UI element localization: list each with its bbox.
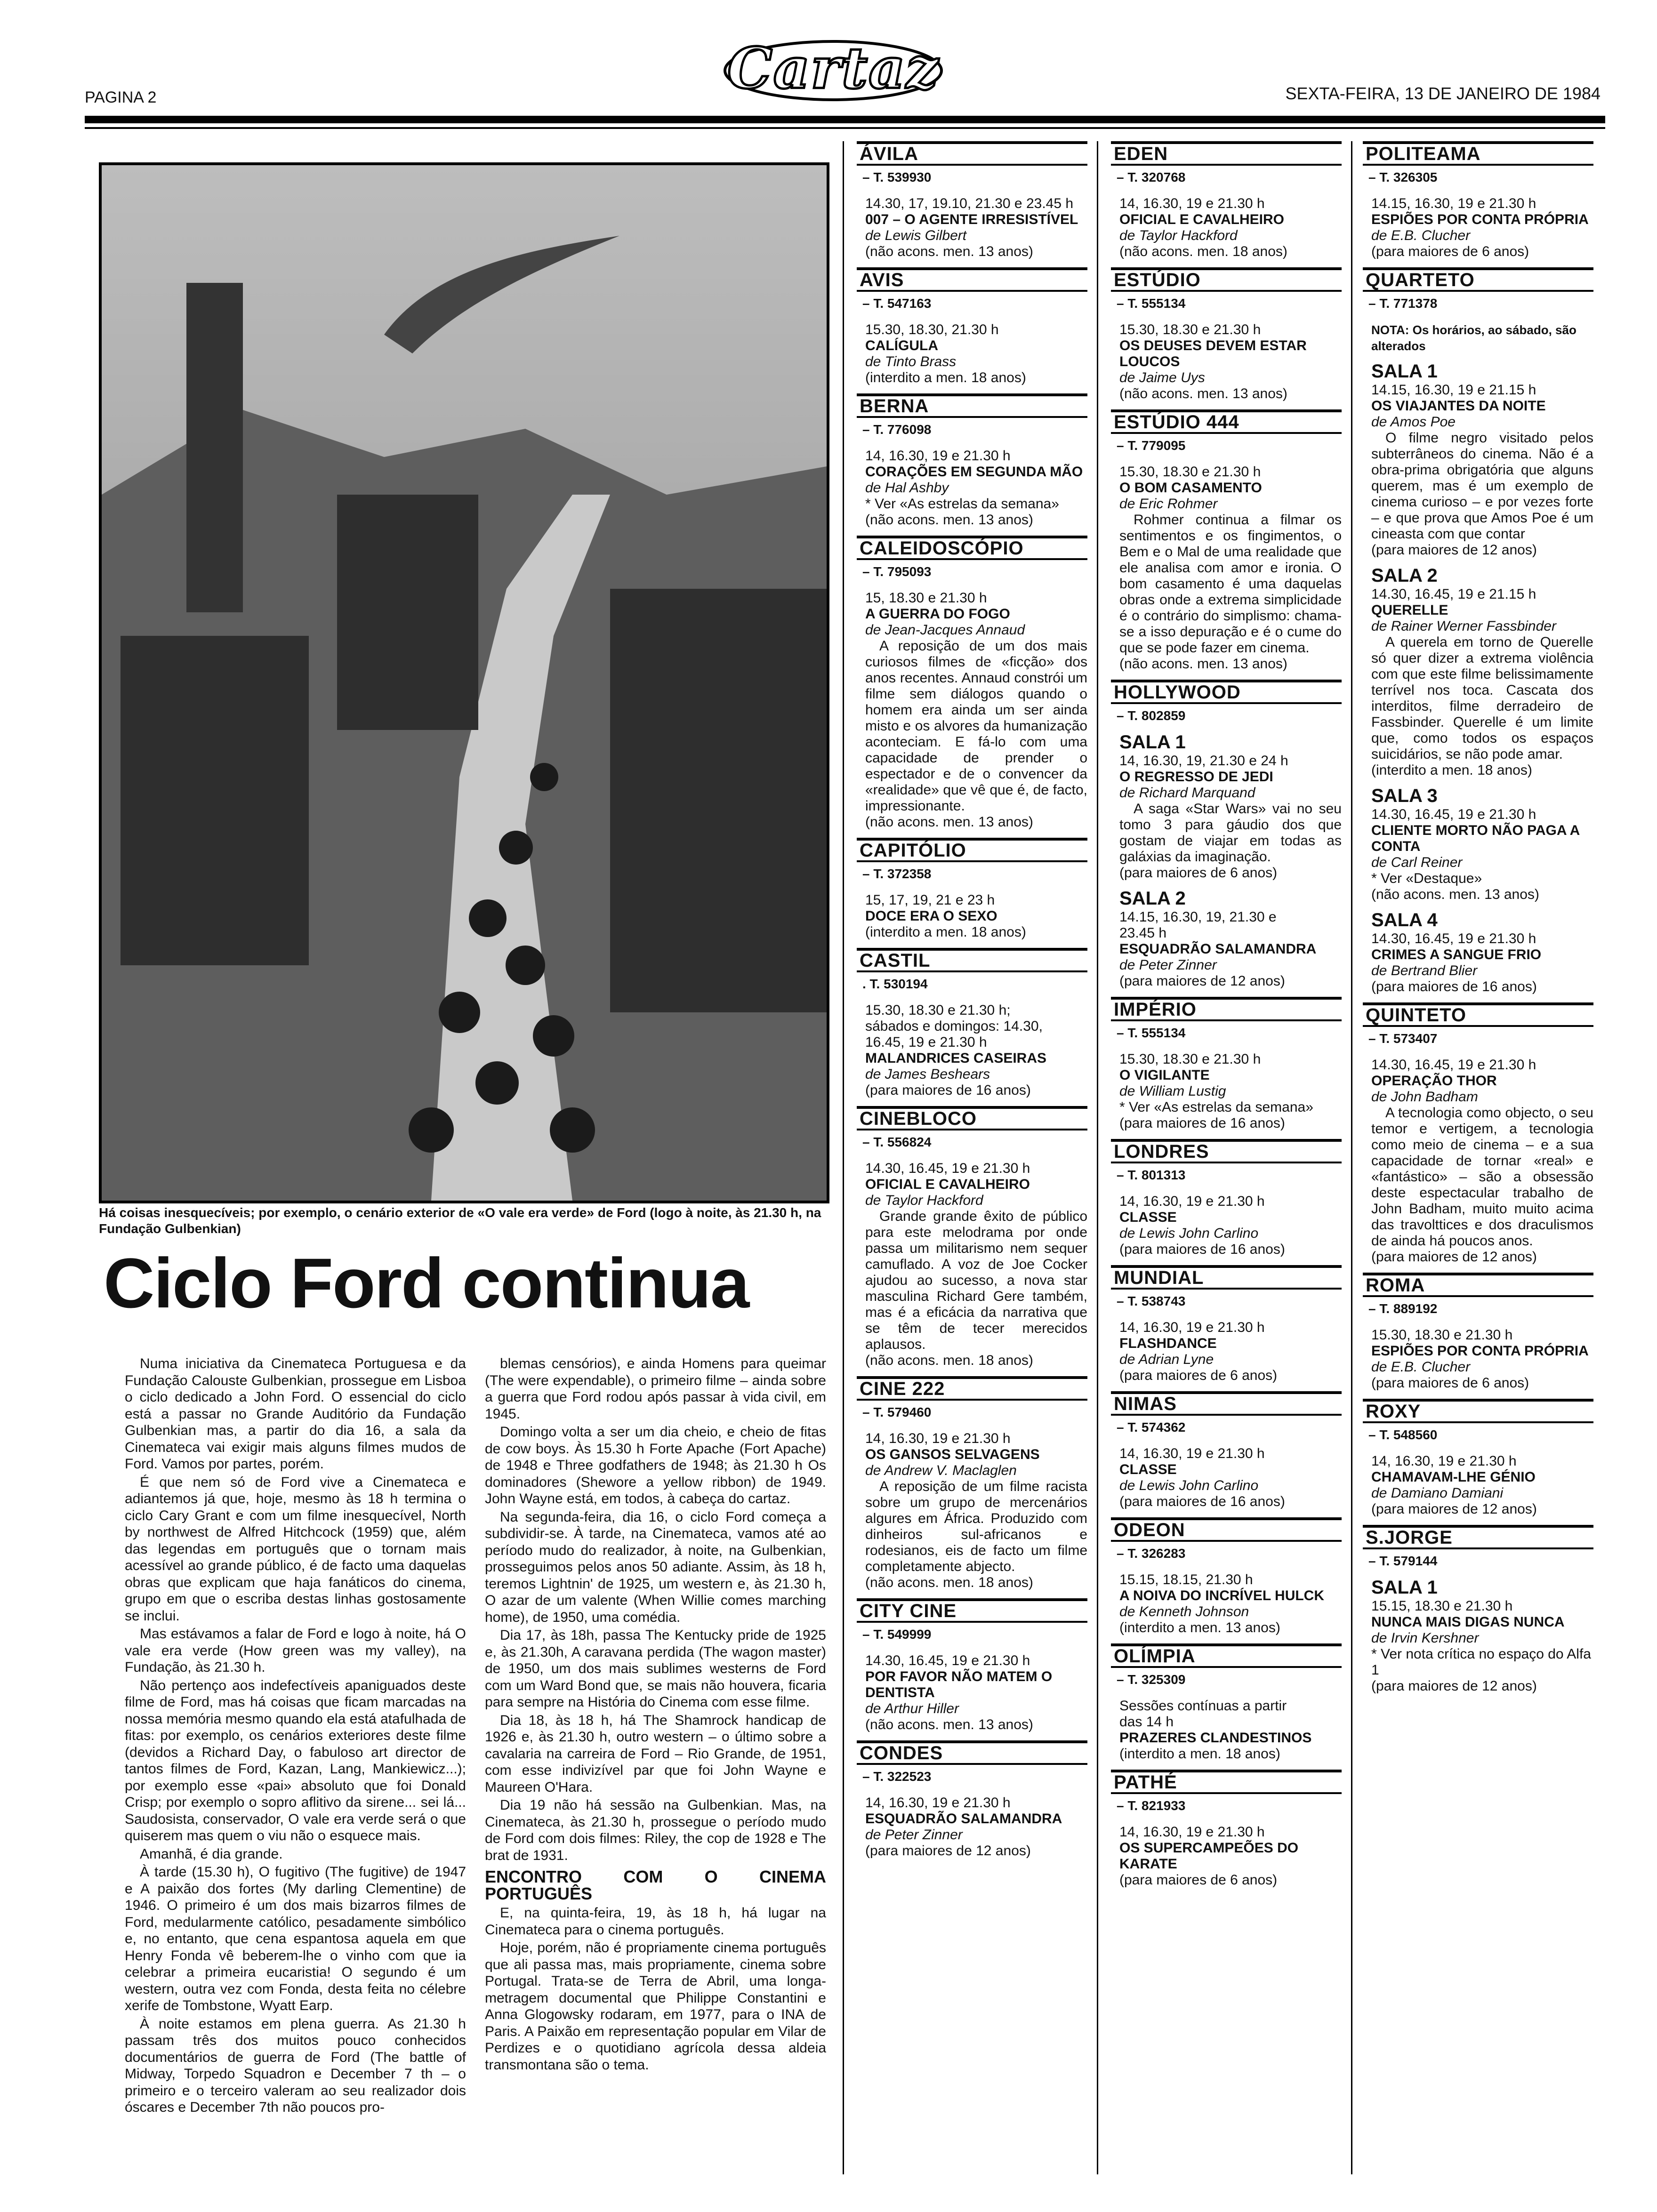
showtimes: 15, 17, 19, 21 e 23 h	[865, 892, 995, 908]
cinema-name: POLITEAMA	[1363, 141, 1593, 166]
film-title: OS SUPERCAMPEÕES DO KARATE	[1119, 1840, 1299, 1872]
film-title: OS DEUSES DEVEM ESTAR LOUCOS	[1119, 338, 1307, 369]
film-title: ESPIÕES POR CONTA PRÓPRIA	[1371, 212, 1589, 227]
column-divider	[1097, 141, 1098, 2174]
cinema-phone: – T. 549999	[862, 1627, 932, 1642]
film-rating: (para maiores de 6 anos)	[1119, 865, 1278, 881]
cinema-name: AVIS	[857, 267, 1087, 292]
column-divider	[1351, 141, 1352, 2174]
film-title: OPERAÇÃO THOR	[1371, 1073, 1497, 1089]
film-title: MALANDRICES CASEIRAS	[865, 1050, 1047, 1066]
cinema-listings-column-2	[1111, 141, 1342, 1896]
showtimes: 15.30, 18.30 e 21.30 h	[1371, 1327, 1513, 1343]
screen-label: SALA 1	[1119, 732, 1186, 753]
cinema-phone: . T. 530194	[862, 977, 928, 991]
film-title: ESQUADRÃO SALAMANDRA	[865, 1811, 1062, 1827]
film-rating: (para maiores de 6 anos)	[1119, 1872, 1278, 1888]
cinema-name: QUARTETO	[1363, 267, 1593, 292]
film-title: A NOIVA DO INCRÍVEL HULCK	[1119, 1588, 1325, 1603]
film-rating: (interdito a men. 18 anos)	[865, 370, 1026, 385]
showtimes: 14.30, 16.45, 19 e 21.30 h	[1371, 1057, 1536, 1073]
film-director: de Lewis Gilbert	[865, 228, 967, 243]
film-rating: (interdito a men. 18 anos)	[1119, 1746, 1280, 1762]
cinema-listings-column-1	[857, 141, 1087, 1867]
film-review-text: O filme negro visitado pelos subterrâneos do cinema. Não é a obra-prima obrigatória que alguns querem, mas é um exemplo de cinema curioso – e por vezes forte – e que prova que Amos Poe é um cineasta com que contar	[1371, 430, 1593, 542]
film-rating: (para maiores de 6 anos)	[1119, 1368, 1278, 1383]
showtimes: 14, 16.30, 19 e 21.30 h	[865, 1795, 1011, 1811]
film-review	[1371, 430, 1593, 542]
film-director: de John Badham	[1371, 1089, 1478, 1105]
showtimes: 15, 18.30 e 21.30 h	[865, 590, 987, 606]
showtimes: 14, 16.30, 19 e 21.30 h	[1371, 1453, 1517, 1469]
film-director: de Irvin Kershner	[1371, 1630, 1479, 1646]
film-rating: (não acons. men. 18 anos)	[865, 1575, 1033, 1590]
cinema-entry	[1111, 1139, 1342, 1258]
cinema-phone: – T. 579144	[1368, 1554, 1438, 1568]
film-director: de Eric Rohmer	[1119, 496, 1218, 512]
article-column-2	[485, 1355, 826, 2075]
film-title: CLASSE	[1119, 1210, 1177, 1225]
showtimes: 14, 16.30, 19 e 21.30 h	[1119, 1446, 1265, 1461]
cinema-name: QUINTETO	[1363, 1002, 1593, 1027]
film-note: * Ver «As estrelas da semana»	[1119, 1099, 1313, 1115]
cinema-name: CAPITÓLIO	[857, 838, 1087, 862]
showtimes: 15.30, 18.30 e 21.30 h	[1119, 1051, 1261, 1067]
cinema-entry	[1363, 1399, 1593, 1517]
showtimes: 14, 16.30, 19 e 21.30 h	[865, 448, 1011, 464]
film-title: CRIMES A SANGUE FRIO	[1371, 947, 1542, 962]
showtimes: 14.15, 16.30, 19 e 21.15 h	[1371, 382, 1536, 398]
film-rating: (para maiores de 6 anos)	[1371, 1375, 1529, 1391]
cinema-entry	[1111, 409, 1342, 672]
article-paragraph: Amanhã, é dia grande.	[140, 1846, 283, 1862]
cinema-phone: – T. 889192	[1368, 1301, 1438, 1316]
film-title: CALÍGULA	[865, 338, 938, 353]
cinema-entry	[1111, 1391, 1342, 1510]
cinema-name: MUNDIAL	[1111, 1265, 1342, 1290]
film-rating: (não acons. men. 18 anos)	[1119, 244, 1287, 259]
film-review-text: A querela em torno de Querelle só quer dizer a extrema violência com que este filme belissimamente terrível nos toca. Cascata dos interditos, filme derradeiro de Fassbinder. Querelle é um limite que, como todos os espaços suicidários, se não pode amar.	[1371, 634, 1593, 762]
cinema-phone: – T. 573407	[1368, 1031, 1438, 1046]
cinema-phone: – T. 795093	[862, 564, 932, 579]
cinema-phone: – T. 320768	[1117, 170, 1186, 184]
showtimes: 15.30, 18.30 e 21.30 h;	[865, 1002, 1011, 1018]
screen-label: SALA 1	[1371, 1577, 1438, 1598]
film-title: A GUERRA DO FOGO	[865, 606, 1010, 622]
film-title: OFICIAL E CAVALHEIRO	[1119, 212, 1285, 227]
screen-label: SALA 2	[1371, 565, 1438, 586]
cinema-entry	[857, 1598, 1087, 1733]
cinema-phone: – T. 539930	[862, 170, 932, 184]
film-director: de E.B. Clucher	[1371, 228, 1471, 243]
screen-label: SALA 4	[1371, 910, 1438, 930]
cinema-entry	[1363, 141, 1593, 260]
showtimes: sábados e domingos: 14.30,	[865, 1018, 1043, 1034]
showtimes: 16.45, 19 e 21.30 h	[865, 1034, 987, 1050]
showtimes: 14.30, 16.45, 19 e 21.30 h	[1371, 807, 1536, 822]
showtimes: 14.30, 16.45, 19 e 21.30 h	[865, 1161, 1030, 1176]
film-director: de E.B. Clucher	[1371, 1359, 1471, 1375]
film-rating: (para maiores de 12 anos)	[1119, 973, 1285, 989]
film-title: O REGRESSO DE JEDI	[1119, 769, 1273, 785]
cinema-name: CINEBLOCO	[857, 1106, 1087, 1130]
showtimes: 14.30, 16.45, 19 e 21.30 h	[865, 1653, 1030, 1668]
showtimes: 15.15, 18.15, 21.30 h	[1119, 1572, 1253, 1587]
showtimes: 14, 16.30, 19 e 21.30 h	[1119, 1194, 1265, 1209]
article-paragraph: Numa iniciativa da Cinemateca Portuguesa e da Fundação Calouste Gulbenkian, prossegue em Lisboa o ciclo dedicado a John Ford. O essencial do ciclo está a passar no Grande Auditório da Fundação Gulbenkian mas, a partir do dia 16, a sala da Cinemateca vai exigir mais alguns filmes mudos de Ford. Vamos por partes, porém.	[125, 1356, 466, 1472]
film-review	[865, 638, 1087, 814]
film-director: de Carl Reiner	[1371, 855, 1463, 870]
showtimes: das 14 h	[1119, 1714, 1174, 1730]
screen-label: SALA 3	[1371, 785, 1438, 806]
cinema-entry	[1363, 1273, 1593, 1391]
film-title: POR FAVOR NÃO MATEM O DENTISTA	[865, 1669, 1053, 1700]
film-title: CLASSE	[1119, 1462, 1177, 1477]
cinema-phone: – T. 802859	[1117, 708, 1186, 723]
film-director: de Damiano Damiani	[1371, 1485, 1504, 1501]
showtimes: 23.45 h	[1119, 925, 1167, 941]
article-paragraph: À tarde (15.30 h), O fugitivo (The fugitive) de 1947 e A paixão dos fortes (My darling Clementine) de 1946. O primeiro é um dos mais bizarros filmes de Ford, medularmente católico, pesadamente simbólico e, no entanto, que cena espantosa aquela em que Henry Fonda vê beberem-lhe o vinho com que ia celebrar a primeira eucaristia! O segundo é um western, outra vez com Fonda, desta feita no célebre xerife de Tombstone, Wyatt Earp.	[125, 1864, 466, 2013]
cinema-entry	[1363, 1525, 1593, 1694]
film-title: 007 – O AGENTE IRRESISTÍVEL	[865, 212, 1078, 227]
cinema-phone: – T. 779095	[1117, 438, 1186, 453]
film-director: de Bertrand Blier	[1371, 963, 1478, 978]
cinema-phone: – T. 771378	[1368, 296, 1438, 311]
film-rating: (para maiores de 12 anos)	[1371, 1678, 1537, 1694]
film-director: de Hal Ashby	[865, 480, 949, 496]
screen-label: SALA 2	[1119, 888, 1186, 909]
cinema-name: CINE 222	[857, 1376, 1087, 1401]
film-director: de Kenneth Johnson	[1119, 1604, 1249, 1619]
cinema-entry	[857, 1376, 1087, 1591]
showtimes: 15.15, 18.30 e 21.30 h	[1371, 1598, 1513, 1614]
cinema-phone: – T. 821933	[1117, 1798, 1186, 1813]
film-director: de Andrew V. Maclaglen	[865, 1463, 1017, 1478]
cinema-name: ODEON	[1111, 1517, 1342, 1542]
cinema-entry	[1111, 1643, 1342, 1762]
cinema-name: PATHÉ	[1111, 1770, 1342, 1794]
film-director: de Arthur Hiller	[865, 1701, 959, 1716]
film-review-text: A saga «Star Wars» vai no seu tomo 3 para gáudio dos que gostam de viajar em todas as galáxias da imaginação.	[1119, 801, 1342, 865]
showtimes: 14, 16.30, 19 e 21.30 h	[1119, 1824, 1265, 1840]
cinema-name: ESTÚDIO 444	[1111, 409, 1342, 434]
cinema-name: CASTIL	[857, 948, 1087, 972]
film-director: de Adrian Lyne	[1119, 1352, 1214, 1367]
photo-caption: Há coisas inesquecíveis; por exemplo, o cenário exterior de «O vale era verde» de Ford (logo à noite, às 21.30 h, na Fundação Gulbenkian)	[99, 1205, 821, 1236]
article-paragraph: E, na quinta-feira, 19, às 18 h, há lugar na Cinemateca para o cinema português.	[485, 1905, 826, 1938]
article-paragraph: Domingo volta a ser um dia cheio, e cheio de fitas de cow boys. Às 15.30 h Forte Apache (Fort Apache) de 1948 e Three godfathers de 1948; às 21.30 h Os dominadores (Shewore a yellow ribbon) de 1949. John Wayne está, em todos, à cabeça do cartaz.	[485, 1424, 826, 1507]
cinema-entry	[1111, 680, 1342, 989]
page-number: PAGINA 2	[85, 88, 157, 106]
film-rating: (não acons. men. 13 anos)	[865, 814, 1033, 830]
film-review	[1371, 1105, 1593, 1249]
cinema-phone: – T. 776098	[862, 422, 932, 437]
cinema-name: LONDRES	[1111, 1139, 1342, 1163]
cinema-phone: – T. 325309	[1117, 1672, 1186, 1687]
showtimes: 14, 16.30, 19 e 21.30 h	[1119, 196, 1265, 211]
film-title: CHAMAVAM-LHE GÉNIO	[1371, 1469, 1536, 1485]
film-rating: (para maiores de 16 anos)	[1371, 979, 1537, 994]
showtimes: 14.30, 17, 19.10, 21.30 e 23.45 h	[865, 196, 1074, 211]
cinema-phone: – T. 556824	[862, 1135, 932, 1149]
film-review	[865, 1479, 1087, 1575]
cinema-entry	[857, 838, 1087, 940]
film-review-text: A tecnologia como objecto, o seu temor e vertigem, a tecnologia como meio de cinema – e a sua capacidade de tornar «real» e «fantástico» – são a obsessão deste espectacular trabalho de John Badham, muito muito acima das travolttices e dos draculismos de ainda há poucos anos.	[1371, 1105, 1593, 1249]
film-director: de William Lustig	[1119, 1083, 1226, 1099]
cinema-name: HOLLYWOOD	[1111, 680, 1342, 704]
film-title: QUERELLE	[1371, 602, 1448, 618]
film-rating: (para maiores de 6 anos)	[1371, 244, 1529, 259]
cinema-entry	[857, 393, 1087, 528]
film-director: de Lewis John Carlino	[1119, 1226, 1259, 1241]
film-rating: (não acons. men. 13 anos)	[865, 1717, 1033, 1732]
cinema-phone: – T. 555134	[1117, 1026, 1186, 1040]
article-paragraph: Dia 18, às 18 h, há The Shamrock handicap de 1926 e, às 21.30 h, outro western – o último sobre a cavalaria na carreira de Ford – Rio Grande, de 1951, com esse indivizível par que foi John Wayne e Maureen O'Hara.	[485, 1712, 826, 1795]
film-title: OFICIAL E CAVALHEIRO	[865, 1177, 1030, 1192]
cinema-phone: – T. 555134	[1117, 296, 1186, 311]
film-title: O BOM CASAMENTO	[1119, 480, 1262, 496]
article-paragraph: Hoje, porém, não é propriamente cinema português que ali passa mas, mais propriamente, cinema sobre Portugal. Trata-se de Terra de Abril, uma longa-metragem documental que Philippe Constantini e Anna Glogowsky rodaram, em 1977, para o INA de Paris. A Paixão em representação popular em Vilar de Perdizes e o quotidiano agrícola dessa aldeia transmontana são o tema.	[485, 1940, 826, 2073]
article-paragraph: Na segunda-feira, dia 16, o ciclo Ford começa a subdividir-se. À tarde, na Cinemateca, vamos até ao período mudo do realizador, à noite, na Gulbenkian, prosseguimos pelos anos 50 adiante. Assim, às 18 h, teremos Lightnin' de 1925, um western e, às 21.30 h, O azar de um valente (When Willie comes marching home), de 1950, uma comédia.	[485, 1509, 826, 1625]
film-director: de Taylor Hackford	[1119, 228, 1238, 243]
cinema-name: ÁVILA	[857, 141, 1087, 166]
film-rating: (não acons. men. 13 anos)	[1119, 386, 1287, 401]
film-rating: (para maiores de 12 anos)	[1371, 542, 1537, 558]
masthead-logo: Cartaz	[720, 28, 946, 108]
film-title: O VIGILANTE	[1119, 1067, 1210, 1083]
cinema-entry	[1363, 1002, 1593, 1265]
cinema-entry	[1111, 1265, 1342, 1384]
film-rating: (para maiores de 12 anos)	[1371, 1249, 1537, 1265]
film-rating: (interdito a men. 18 anos)	[865, 924, 1026, 940]
film-director: de Lewis John Carlino	[1119, 1478, 1259, 1493]
film-title: CORAÇÕES EM SEGUNDA MÃO	[865, 464, 1083, 480]
film-title: OS VIAJANTES DA NOITE	[1371, 398, 1546, 414]
film-note: * Ver nota crítica no espaço do Alfa 1	[1371, 1646, 1591, 1678]
film-title: FLASHDANCE	[1119, 1336, 1217, 1351]
showtimes: 14.15, 16.30, 19 e 21.30 h	[1371, 196, 1536, 211]
cinema-entry	[1363, 267, 1593, 995]
page-date: SEXTA-FEIRA, 13 DE JANEIRO DE 1984	[1285, 84, 1601, 103]
cinema-name: IMPÉRIO	[1111, 997, 1342, 1021]
cinema-name: CONDES	[857, 1740, 1087, 1765]
film-rating: (para maiores de 16 anos)	[1119, 1494, 1285, 1509]
cinema-phone: – T. 538743	[1117, 1294, 1186, 1308]
article-paragraph: Dia 17, às 18h, passa The Kentucky pride de 1925 e, às 21.30h, A caravana perdida (The wagon master) de 1950, um dos mais sublimes westerns de Ford com um Ward Bond que, se mais não houvera, ficaria para sempre na História do Cinema com esse filme.	[485, 1627, 826, 1710]
cinema-name: EDEN	[1111, 141, 1342, 166]
cinema-name: CITY CINE	[857, 1598, 1087, 1623]
cinema-name: ESTÚDIO	[1111, 267, 1342, 292]
article-column-1	[125, 1355, 466, 2117]
film-director: de Rainer Werner Fassbinder	[1371, 618, 1556, 634]
film-rating: (para maiores de 16 anos)	[1119, 1242, 1285, 1257]
film-rating: (para maiores de 16 anos)	[865, 1082, 1031, 1098]
cinema-entry	[1111, 1770, 1342, 1888]
film-director: de Richard Marquand	[1119, 785, 1255, 801]
cinema-entry	[1111, 1517, 1342, 1636]
showtimes: 15.30, 18.30, 21.30 h	[865, 322, 999, 337]
article-headline: Ciclo Ford continua	[104, 1243, 749, 1322]
showtimes: 15.30, 18.30 e 21.30 h	[1119, 322, 1261, 337]
article-paragraph: Não pertenço aos indefectíveis apaniguados deste filme de Ford, mas há coisas que ficam marcadas na nossa memória mesmo quando ela está atafulhada de fitas: por exemplo, os cenários exteriores deste filme (devidos a Richard Day, o fabuloso art director de tantos filmes de Ford, Kazan, Lang, Mankiewicz...); por exemplo esse «pai» absoluto que foi Donald Crisp; por exemplo o sopro aflitivo da sirene... sei lá... Saudosista, conservador, O vale era verde será o que quiserem mas quem o viu não o esquece mais.	[125, 1677, 466, 1843]
film-director: de Jaime Uys	[1119, 370, 1205, 385]
cinema-entry	[857, 1740, 1087, 1859]
showtimes: 14, 16.30, 19 e 21.30 h	[1119, 1320, 1265, 1335]
cinema-name: CALEIDOSCÓPIO	[857, 536, 1087, 560]
cinema-phone: – T. 547163	[862, 296, 932, 311]
film-note: * Ver «As estrelas da semana»	[865, 496, 1059, 512]
cinema-listings-column-3	[1363, 141, 1593, 1702]
film-note: * Ver «Destaque»	[1371, 871, 1482, 886]
cinema-entry	[1111, 267, 1342, 402]
header-rule-thin	[85, 127, 1605, 129]
cinema-name: ROXY	[1363, 1399, 1593, 1423]
film-director: de Tinto Brass	[865, 354, 957, 369]
film-director: de Taylor Hackford	[865, 1193, 983, 1208]
cinema-name: NIMAS	[1111, 1391, 1342, 1416]
cinema-entry	[857, 141, 1087, 260]
film-rating: (para maiores de 16 anos)	[1119, 1115, 1285, 1131]
cinema-phone: – T. 326305	[1368, 170, 1438, 184]
cinema-entry	[857, 536, 1087, 830]
cinema-name: BERNA	[857, 393, 1087, 418]
cinema-phone: – T. 322523	[862, 1769, 932, 1784]
article-paragraph: blemas censórios), e ainda Homens para queimar (The were expendable), o primeiro filme – ainda sobre a guerra que Ford rodou após passar à vida civil, em 1945.	[485, 1356, 826, 1422]
cinema-phone: – T. 372358	[862, 866, 932, 881]
cinema-entry	[1111, 141, 1342, 260]
cinema-name: S.JORGE	[1363, 1525, 1593, 1549]
cinema-phone: – T. 548560	[1368, 1427, 1438, 1442]
film-rating: (para maiores de 12 anos)	[865, 1843, 1031, 1859]
film-rating: (interdito a men. 18 anos)	[1371, 762, 1532, 778]
cinema-phone: – T. 801313	[1117, 1168, 1186, 1182]
article-subhead: ENCONTRO COM O CINEMA PORTUGUÊS	[485, 1867, 826, 1903]
cinema-entry	[857, 1106, 1087, 1369]
header-rule	[85, 116, 1605, 123]
film-title: OS GANSOS SELVAGENS	[865, 1447, 1040, 1462]
film-rating: (interdito a men. 13 anos)	[1119, 1620, 1280, 1635]
film-title: CLIENTE MORTO NÃO PAGA A CONTA	[1371, 823, 1580, 854]
film-title: PRAZERES CLANDESTINOS	[1119, 1730, 1312, 1746]
film-title: DOCE ERA O SEXO	[865, 908, 997, 924]
schedule-note: NOTA: Os horários, ao sábado, são alterados	[1371, 323, 1577, 353]
showtimes: 14, 16.30, 19 e 21.30 h	[865, 1431, 1011, 1446]
cinema-phone: – T. 326283	[1117, 1546, 1186, 1561]
film-director: de Amos Poe	[1371, 414, 1456, 430]
film-review-text: A reposição de um dos mais curiosos filmes de «ficção» dos anos recentes. Annaud constrói um filme sem diálogos quando o homem era ainda um ser ainda misto e os alvores da humanização aconteciam. E fá-lo com uma capacidade de prender o espectador e de o convencer da «realidade» que vê que é, de facto, impressionante.	[865, 638, 1087, 814]
film-rating: (não acons. men. 18 anos)	[865, 1353, 1033, 1368]
showtimes: Sessões contínuas a partir	[1119, 1698, 1287, 1714]
film-rating: (não acons. men. 13 anos)	[865, 244, 1033, 259]
film-director: de Jean-Jacques Annaud	[865, 622, 1025, 638]
cinema-entry	[857, 267, 1087, 386]
film-rating: (não acons. men. 13 anos)	[865, 512, 1033, 528]
film-review	[865, 1209, 1087, 1353]
cinema-entry	[857, 948, 1087, 1098]
film-director: de Peter Zinner	[865, 1827, 963, 1843]
film-still-photo	[99, 162, 829, 1203]
article-paragraph: É que nem só de Ford vive a Cinemateca e adiantemos já que, hoje, mesmo às 18 h termina o ciclo Cary Grant e com um filme inesquecível, North by northwest de Alfred Hitchcock (1959) que, além das legendas em português que o tornam mais acessível ao grande público, é de facto uma daquelas obras que explicam que haja fanáticos do cinema, grupo em que o escriba destas linhas gostosamente se inclui.	[125, 1474, 466, 1624]
film-review	[1119, 801, 1342, 865]
cinema-entry	[1111, 997, 1342, 1131]
film-review	[1119, 512, 1342, 656]
showtimes: 14.15, 16.30, 19, 21.30 e	[1119, 909, 1277, 925]
film-director: de James Beshears	[865, 1066, 990, 1082]
film-title: ESPIÕES POR CONTA PRÓPRIA	[1371, 1343, 1589, 1359]
cinema-name: ROMA	[1363, 1273, 1593, 1297]
film-rating: (para maiores de 12 anos)	[1371, 1501, 1537, 1517]
article-paragraph: Mas estávamos a falar de Ford e logo à noite, há O vale era verde (How green was my valley), na Fundação, às 21.30 h.	[125, 1626, 466, 1675]
cinema-phone: – T. 574362	[1117, 1420, 1186, 1435]
film-review-text: A reposição de um filme racista sobre um grupo de mercenários algures em África. Produzido com dinheiros sul-africanos e rodesianos, eis de facto um filme completamente abjecto.	[865, 1479, 1087, 1574]
film-title: ESQUADRÃO SALAMANDRA	[1119, 941, 1317, 957]
film-director: de Peter Zinner	[1119, 957, 1217, 973]
film-rating: (não acons. men. 13 anos)	[1119, 656, 1287, 672]
showtimes: 14.30, 16.45, 19 e 21.15 h	[1371, 586, 1536, 602]
column-divider	[843, 141, 844, 2174]
cinema-name: OLÍMPIA	[1111, 1643, 1342, 1668]
showtimes: 15.30, 18.30 e 21.30 h	[1119, 464, 1261, 480]
article-paragraph: Dia 19 não há sessão na Gulbenkian. Mas, na Cinemateca, às 21.30 h, prossegue o período mudo de Ford com dois filmes: Riley, the cop de 1928 e The brat de 1931.	[485, 1797, 826, 1863]
film-rating: (não acons. men. 13 anos)	[1371, 887, 1539, 902]
film-review-text: Rohmer continua a filmar os sentimentos e os fingimentos, o Bem e o Mal de uma realidade que ele analisa com amor e ironia. O bom casamento é uma daquelas obras onde a extrema simplicidade é o contrário do simplismo: chama-se a isso depuração e é o cume do que se pode fazer em cinema.	[1119, 512, 1342, 656]
screen-label: SALA 1	[1371, 361, 1438, 382]
article-paragraph: À noite estamos em plena guerra. As 21.30 h passam três dos muitos pouco conhecidos documentários de guerra de Ford (The battle of Midway, Torpedo Squadron e December 7 th – o primeiro e o terceiro valeram ao seu realizador dois óscares e December 7th não poucos pro-	[125, 2016, 466, 2115]
showtimes: 14.30, 16.45, 19 e 21.30 h	[1371, 931, 1536, 946]
film-title: NUNCA MAIS DIGAS NUNCA	[1371, 1614, 1565, 1630]
film-review	[1371, 634, 1593, 762]
cinema-phone: – T. 579460	[862, 1405, 932, 1419]
film-review-text: Grande grande êxito de público para este melodrama por onde passa um militarismo nem sequer camuflado. A voz de Joe Cocker ajudou ao sucesso, a nova star masculina Richard Gere também, mas é a eficácia da narrativa que se têm de tecer merecidos aplausos.	[865, 1209, 1087, 1352]
showtimes: 14, 16.30, 19, 21.30 e 24 h	[1119, 753, 1288, 769]
